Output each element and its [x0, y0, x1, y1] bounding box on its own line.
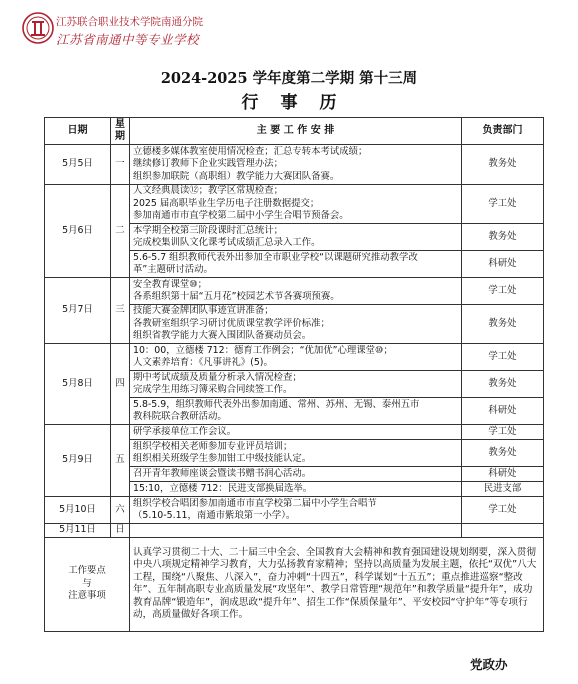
task-line: 技能大赛金牌团队事迹宣讲准备； — [133, 305, 274, 317]
task-line: 人文素养培育：《凡事讲礼》(5)。 — [133, 357, 273, 368]
task-cell — [130, 482, 462, 497]
weekday-cell: 四 — [111, 344, 130, 425]
task-line: 2025 届高职毕业生学历电子注册数据提交； — [133, 197, 320, 209]
task-cell — [130, 425, 462, 440]
task-cell — [130, 467, 462, 482]
dept-cell: 科研处 — [462, 467, 544, 482]
task-line: 各系组织第十届“五月花”校园艺术节各赛项预赛。 — [133, 291, 340, 302]
dept-cell: 科研处 — [462, 398, 544, 425]
task-cell — [130, 497, 462, 524]
task-cell — [130, 440, 462, 467]
task-line: 完成校集训队文化课考试成绩汇总录入工作。 — [133, 237, 321, 248]
page-subtitle: 行事历 — [241, 93, 359, 113]
table-row — [45, 524, 544, 538]
dept-cell: 教务处 — [462, 145, 544, 185]
table-header-row — [45, 118, 544, 145]
task-cell — [130, 371, 462, 398]
table-row — [45, 185, 544, 224]
notes-text-cell: 认真学习贯彻二十大、二十届三中全会、全国教育大会精神和教育强国建设规划纲要，深入贯彻中央八项规定精神学习教育，大力弘扬教育家精神；坚持以高质量为发展主题，依托“双优”八大工程，围绕“八聚焦、八深入”，奋力冲刺“十四五”，科学谋划“十五五”；重点推进巡察“整改年”、五年制高职专业高质量发展“攻坚年”、教学日常管理“规范年”和教学质量“提升年”，成功教育品牌“锻造年”，润成思政“提升年”、招生工作“保质保量年”、平安校园“守护年”等专项行动，高质量做好各项工作。 — [130, 537, 544, 631]
header-weekday-char: 星 — [115, 119, 125, 130]
weekday-cell: 三 — [111, 278, 130, 344]
date-cell: 5月6日 — [45, 185, 111, 278]
task-line: 立德楼多媒体教室使用情况检查；汇总专转本考试成绩； — [133, 145, 368, 157]
table-row — [45, 344, 544, 371]
header-tasks: 主 要 工 作 安 排 — [130, 118, 462, 145]
task-line: 组织相关班级学生参加钳工中级技能认定。 — [133, 453, 312, 464]
notes-label-line: 与 — [82, 577, 92, 589]
task-cell — [130, 398, 462, 425]
page-title: 2024-2025 学年度第二学期 第十三周 — [160, 70, 418, 87]
table-row — [45, 425, 544, 440]
dept-cell: 学工处 — [462, 497, 544, 524]
table-row — [45, 497, 544, 524]
task-line: 召开青年教师座谈会暨读书赠书润心活动。 — [133, 467, 312, 479]
dept-cell: 学工处 — [462, 278, 544, 305]
table-row — [45, 278, 544, 305]
header-weekday — [111, 118, 130, 145]
task-cell — [130, 524, 462, 538]
table-row — [45, 145, 544, 185]
task-line: 完成学生用练习簿采购合同续签工作。 — [133, 384, 293, 395]
task-line: 人文经典晨读⑫；教学区常规检查； — [133, 185, 284, 197]
weekday-cell: 日 — [111, 524, 130, 538]
task-cell — [130, 145, 462, 185]
task-line: 本学期全校第三阶段课时汇总统计； — [133, 224, 284, 236]
header-dept: 负责部门 — [462, 118, 544, 145]
dept-cell: 教务处 — [462, 305, 544, 344]
task-cell — [130, 278, 462, 305]
header-date: 日期 — [45, 118, 111, 145]
task-line: 15:10，立德楼 712：民进支部换届选举。 — [133, 482, 313, 494]
task-line: 组织省教学能力大赛入围团队备赛动员会。 — [133, 330, 312, 342]
notes-row — [45, 537, 544, 631]
weekday-cell: 六 — [111, 497, 130, 524]
weekday-cell: 五 — [111, 425, 130, 497]
dept-cell: 教务处 — [462, 224, 544, 251]
dept-cell: 学工处 — [462, 344, 544, 371]
school-header — [22, 10, 222, 50]
task-line: 安全教育课堂⑩； — [133, 278, 208, 290]
task-line: 继续修订教师下企业实践管理办法； — [133, 158, 284, 170]
schedule-table — [44, 117, 544, 632]
school-calligraphy-name: 江苏省南通中等专业学校 — [56, 32, 200, 47]
date-cell: 5月9日 — [45, 425, 111, 497]
notes-label-line: 注意事项 — [68, 590, 106, 602]
date-cell: 5月11日 — [45, 524, 111, 538]
task-cell — [130, 305, 462, 344]
task-line: 参加南通市市直学校第二届中小学生合唱节预备会。 — [133, 210, 349, 222]
notes-label-cell — [45, 537, 130, 631]
dept-cell: 教务处 — [462, 440, 544, 467]
dept-cell: 学工处 — [462, 425, 544, 440]
task-line: 5.8-5.9，组织教师代表外出参加南通、常州、苏州、无锡、泰州五市 — [133, 398, 420, 410]
dept-cell: 民进支部 — [462, 482, 544, 497]
task-line: 组织参加联院（高职组）教学能力大赛团队备赛。 — [133, 170, 340, 182]
dept-cell: 科研处 — [462, 251, 544, 278]
date-cell: 5月5日 — [45, 145, 111, 185]
weekday-cell: 一 — [111, 145, 130, 185]
notes-label-line: 工作要点 — [68, 565, 106, 577]
task-line: 研学承接单位工作会议。 — [133, 425, 237, 437]
task-line: （5.10-5.11，南通市紫琅第一小学）。 — [133, 510, 296, 521]
task-line: 各教研室组织学习研讨优质课堂教学评价标准； — [133, 317, 330, 329]
task-cell — [130, 344, 462, 371]
weekday-cell: 二 — [111, 185, 130, 278]
school-name: 江苏联合职业技术学院南通分院 — [56, 16, 203, 28]
dept-cell: 学工处 — [462, 185, 544, 224]
task-line: 10：00，立德楼 712：德育工作例会；“优加优”心理课堂⑩； — [133, 344, 393, 356]
task-line: 革”主题研讨活动。 — [133, 264, 213, 275]
date-cell: 5月10日 — [45, 497, 111, 524]
dept-cell — [462, 524, 544, 538]
date-cell: 5月8日 — [45, 344, 111, 425]
header-weekday-char: 期 — [115, 131, 125, 142]
task-cell — [130, 251, 462, 278]
school-logo-icon — [22, 12, 54, 44]
task-cell — [130, 224, 462, 251]
task-cell — [130, 185, 462, 224]
footer-office: 党政办 — [470, 657, 508, 672]
dept-cell: 教务处 — [462, 371, 544, 398]
task-line: 5.6-5.7 组织教师代表外出参加全市职业学校“以课题研究推动教学改 — [133, 251, 418, 263]
date-cell: 5月7日 — [45, 278, 111, 344]
task-line: 组织学校合唱团参加南通市市直学校第二届中小学生合唱节 — [133, 497, 377, 509]
task-line: 教科院联合教研活动。 — [133, 411, 227, 422]
task-line: 期中考试成绩及质量分析录入情况检查； — [133, 371, 302, 383]
task-line: 组织学校相关老师参加专业评员培训； — [133, 440, 293, 452]
